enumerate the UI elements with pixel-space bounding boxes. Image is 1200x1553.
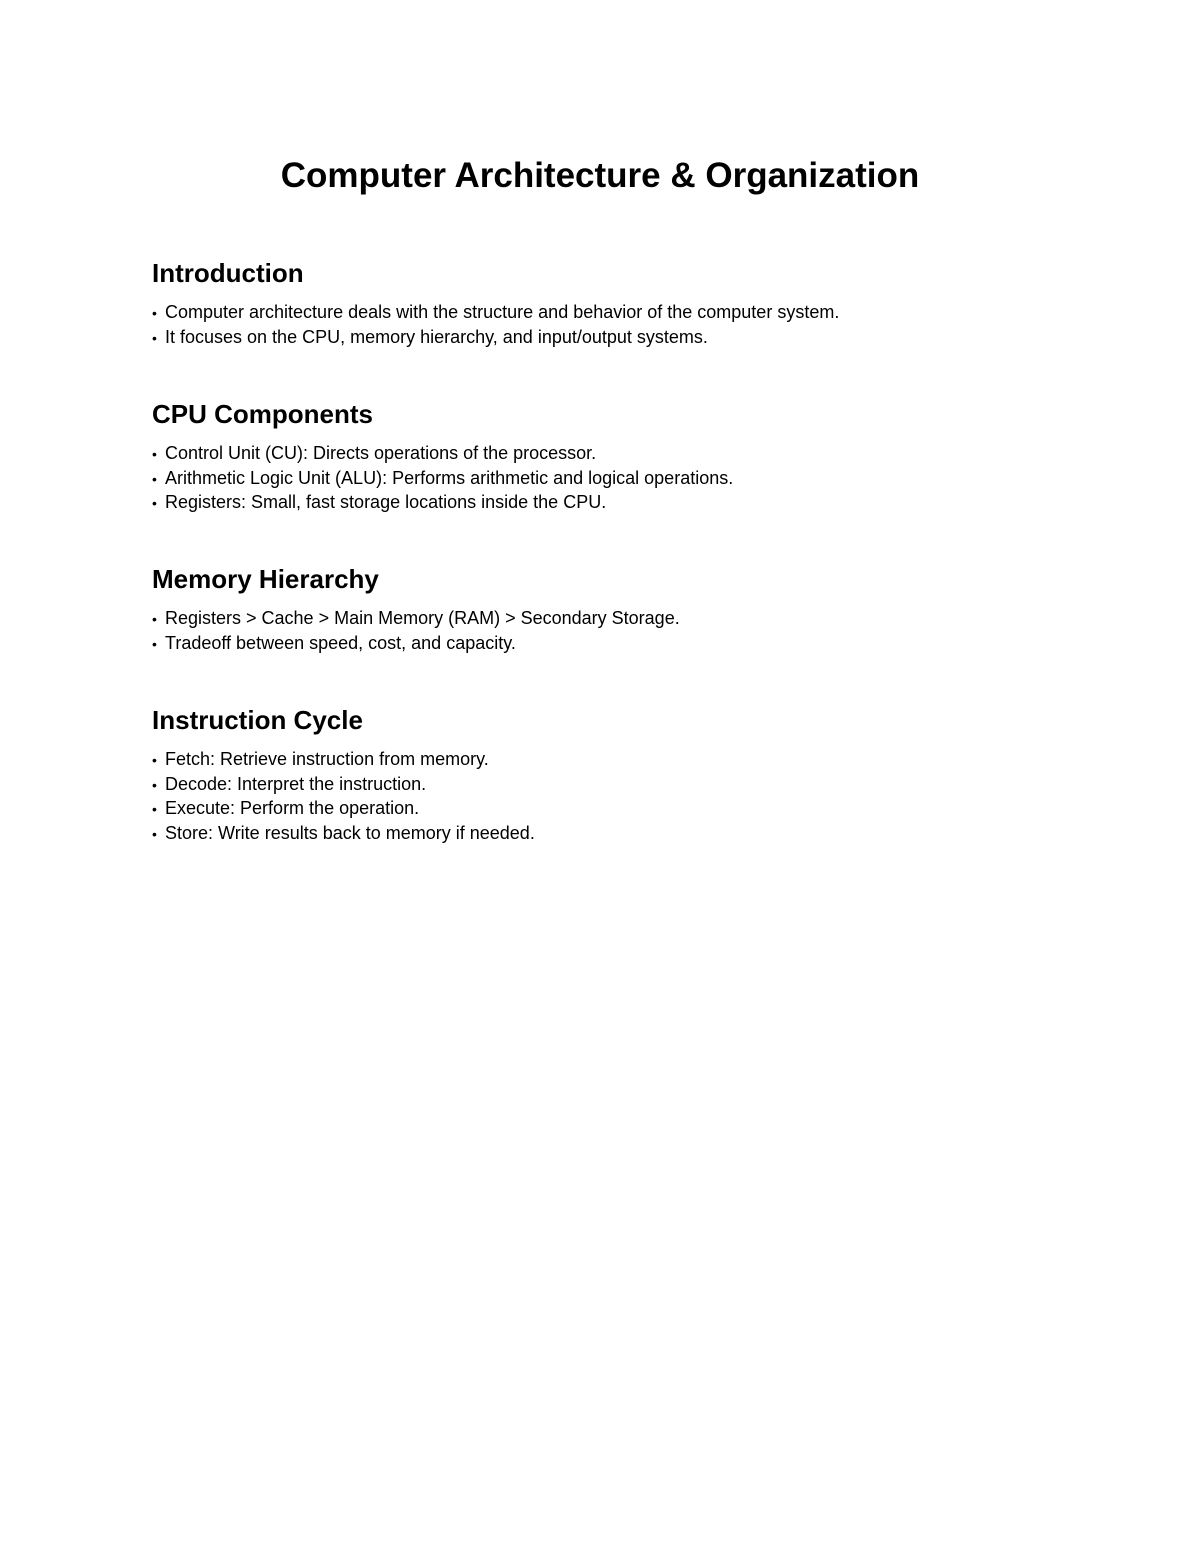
- list-item-text: Fetch: Retrieve instruction from memory.: [165, 749, 489, 769]
- list-item: [152, 326, 1052, 351]
- list-item-text: Control Unit (CU): Directs operations of the processor.: [165, 443, 597, 463]
- list-item-text: Store: Write results back to memory if needed.: [165, 822, 535, 843]
- bullet-icon: •: [152, 305, 157, 321]
- section-introduction: [152, 257, 1052, 350]
- bullet-list: [152, 442, 1052, 516]
- bullet-icon: •: [152, 470, 157, 487]
- list-item: [152, 491, 1052, 516]
- list-item-text: Tradeoff between speed, cost, and capacity.: [165, 632, 516, 653]
- section-heading: Instruction Cycle: [152, 705, 363, 735]
- list-item: [152, 607, 1052, 632]
- list-item: [152, 632, 1052, 657]
- bullet-icon: •: [152, 611, 157, 627]
- list-item-text: Registers > Cache > Main Memory (RAM) > Secondary Storage.: [165, 608, 680, 628]
- bullet-list: [152, 301, 1052, 350]
- section-heading: CPU Components: [152, 399, 373, 429]
- bullet-icon: •: [152, 329, 157, 346]
- bullet-icon: •: [152, 801, 157, 817]
- section-instruction-cycle: [152, 704, 1052, 846]
- bullet-icon: •: [152, 776, 157, 793]
- list-item-text: Registers: Small, fast storage locations inside the CPU.: [165, 492, 607, 512]
- list-item: [152, 301, 1052, 326]
- list-item: [152, 442, 1052, 467]
- list-item-text: Execute: Perform the operation.: [165, 798, 420, 818]
- section-cpu-components: [152, 398, 1052, 516]
- bullet-list: [152, 748, 1052, 846]
- section-heading: Memory Hierarchy: [152, 564, 379, 594]
- bullet-list: [152, 607, 1052, 656]
- list-item-text: It focuses on the CPU, memory hierarchy, and input/output systems.: [165, 326, 708, 347]
- list-item-text: Decode: Interpret the instruction.: [165, 773, 427, 794]
- section-heading: Introduction: [152, 258, 304, 288]
- bullet-icon: •: [152, 825, 157, 842]
- list-item: [152, 467, 1052, 492]
- document-title: Computer Architecture & Organization: [280, 156, 920, 195]
- bullet-icon: •: [152, 635, 157, 652]
- section-memory-hierarchy: [152, 563, 1052, 656]
- list-item: [152, 748, 1052, 773]
- list-item: [152, 773, 1052, 798]
- list-item: [152, 797, 1052, 822]
- bullet-icon: •: [152, 752, 157, 768]
- list-item-text: Arithmetic Logic Unit (ALU): Performs arithmetic and logical operations.: [165, 467, 734, 488]
- bullet-icon: •: [152, 495, 157, 511]
- list-item: [152, 822, 1052, 847]
- list-item-text: Computer architecture deals with the structure and behavior of the computer system.: [165, 302, 840, 322]
- bullet-icon: •: [152, 446, 157, 462]
